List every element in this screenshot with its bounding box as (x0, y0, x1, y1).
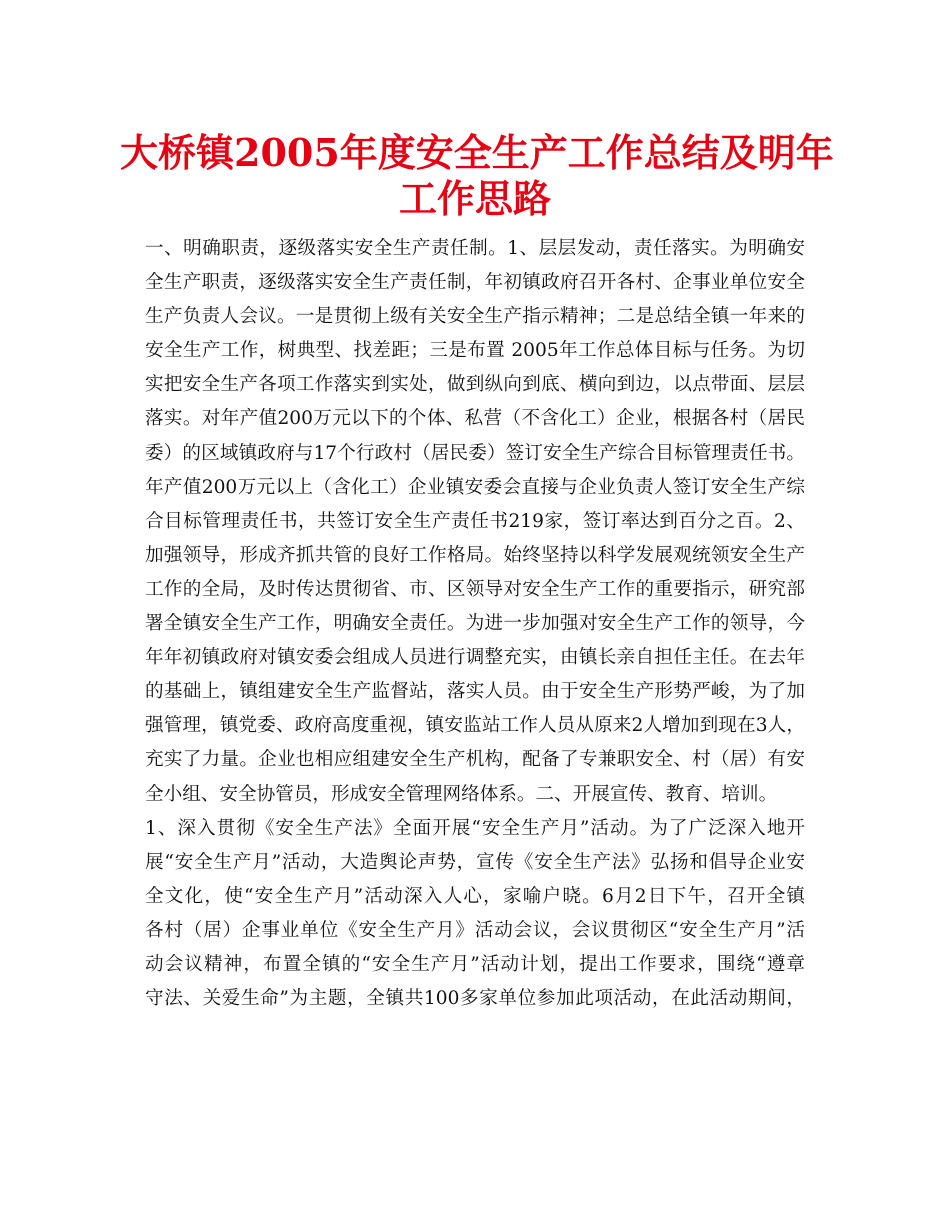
body-line: 年产值200万元以上（含化工）企业镇安委会直接与企业负责人签订安全生产综 (145, 476, 805, 498)
document-title-line-2: 工作思路 (398, 176, 551, 221)
body-line: 充实了力量。企业也相应组建安全生产机构，配备了专兼职安全、村（居）有安 (145, 749, 805, 771)
body-line: 落实。对年产值200万元以下的个体、私营（不含化工）企业，根据各村（居民 (145, 408, 805, 430)
body-line: 全文化，使“安全生产月”活动深入人心，家喻户晓。6月2日下午，召开全镇 (145, 885, 805, 907)
body-line: 1、深入贯彻《安全生产法》全面开展“安全生产月”活动。为了广泛深入地开 (145, 817, 805, 839)
body-line: 强管理，镇党委、政府高度重视，镇安监站工作人员从原来2人增加到现在3人， (145, 715, 805, 737)
body-line: 动会议精神，布置全镇的“安全生产月”活动计划，提出工作要求，围绕“遵章 (145, 953, 805, 975)
body-line: 一、明确职责，逐级落实安全生产责任制。1、层层发动，责任落实。为明确安 (145, 238, 805, 259)
body-line: 工作的全局，及时传达贯彻省、市、区领导对安全生产工作的重要指示，研究部 (145, 578, 805, 600)
document-body (145, 232, 805, 1016)
body-line: 全生产职责，逐级落实安全生产责任制，年初镇政府召开各村、企事业单位安全 (145, 272, 805, 294)
document-title-line-1: 大桥镇2005年度安全生产工作总结及明年 (120, 130, 834, 175)
body-line: 的基础上，镇组建安全生产监督站，落实人员。由于安全生产形势严峻，为了加 (145, 681, 805, 703)
body-line: 委）的区域镇政府与17个行政村（居民委）签订安全生产综合目标管理责任书。 (145, 442, 805, 464)
body-line: 年年初镇政府对镇安委会组成人员进行调整充实，由镇长亲自担任主任。在去年 (145, 647, 805, 669)
body-line: 实把安全生产各项工作落实到实处，做到纵向到底、横向到边，以点带面、层层 (145, 374, 805, 396)
body-line: 全小组、安全协管员，形成安全管理网络体系。二、开展宣传、教育、培训。 (145, 783, 778, 805)
body-line: 守法、关爱生命”为主题，全镇共100多家单位参加此项活动，在此活动期间， (145, 988, 805, 1010)
body-line: 合目标管理责任书，共签订安全生产责任书219家，签订率达到百分之百。2、 (145, 510, 805, 532)
body-line: 安全生产工作，树典型、找差距；三是布置 2005年工作总体目标与任务。为切 (145, 340, 805, 362)
body-line: 各村（居）企事业单位《安全生产月》活动会议，会议贯彻区“安全生产月”活 (145, 919, 805, 941)
body-line: 生产负责人会议。一是贯彻上级有关安全生产指示精神；二是总结全镇一年来的 (145, 306, 805, 328)
body-line: 署全镇安全生产工作，明确安全责任。为进一步加强对安全生产工作的领导，今 (145, 613, 805, 635)
body-line: 加强领导，形成齐抓共管的良好工作格局。始终坚持以科学发展观统领安全生产 (145, 544, 805, 566)
body-line: 展“安全生产月”活动，大造舆论声势，宣传《安全生产法》弘扬和倡导企业安 (145, 851, 805, 873)
